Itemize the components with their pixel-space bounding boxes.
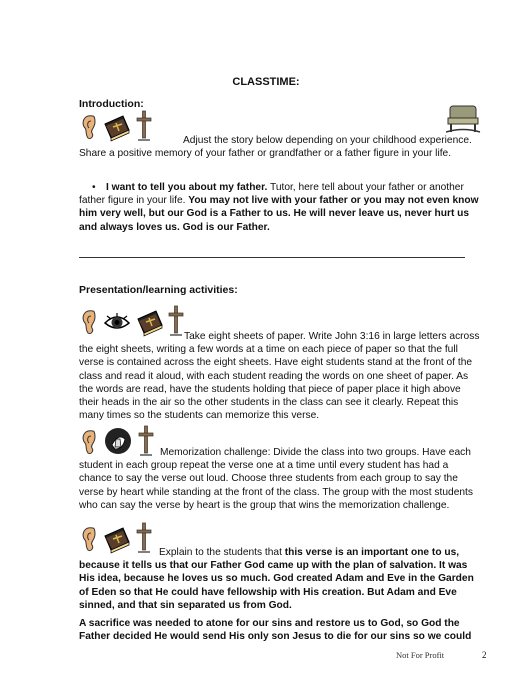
presentation-paragraph-4 [79, 617, 481, 643]
presentation-paragraph-3 [79, 546, 481, 612]
page-number: 2 [482, 650, 487, 660]
divider-line [79, 257, 465, 258]
p4-bold-text: A sacrifice was needed to atone for our sins and restore us to God, so God the Father decided He would send His only son Jesus to die for our sins so we could [79, 618, 472, 643]
intro-paragraph: Adjust the story below depending on your childhood experience. Share a positive memory of your father or grandfather or a father figure in your life. [79, 135, 472, 160]
presentation-paragraph-1: Take eight sheets of paper. Write John 3:16 in large letters across the eight sheets, writing a few words at a time on each piece of paper so that the full verse is contained across the eight sheets. Have eight students stand at the front of the class and read it aloud, with each student reading the words on one sheet of paper. As the words are read, have the students holding that piece of paper place it high above their heads in the air so the other students in the class can see it clearly. Repeat this many times so the students can memorize this verse. [79, 331, 480, 422]
bullet-bold-lead: I want to tell you about my father. [106, 182, 268, 193]
presentation-heading: Presentation/learning activities: [79, 284, 238, 296]
bullet-normal-text: Tutor, here tell about your father or another father figure in your life. [79, 182, 464, 207]
presentation-paragraph-2: Memorization challenge: Divide the class into two groups. Have each student in each group repeat the verse one at a time until every student has had a chance to say the verse out loud. Choose three students from each group to say the verse by heart while standing at the front of the class. The group with the most students who can say the verse by heart is the group that wins the memorization challenge. [79, 447, 473, 511]
bullet-dot: • [92, 182, 96, 193]
chair-icon [446, 103, 482, 133]
intro-heading: Introduction: [79, 98, 144, 110]
p3-bold-text: this verse is an important one to us, because it tells us that our Father God came up with the plan of salvation. It was His idea, because he loves us so much. God created Adam and Eve in the Garden of Eden so that He could have fellowship with His creation. But Adam and Eve sinned, and that sin separated us from God. [79, 547, 474, 611]
p3-normal-text: Explain to the students that [159, 547, 285, 558]
bullet-bold-text: You may not live with your father or you may not even know him very well, but our God is a Father to us. He will never leave us, never hurt us and always loves us. God is our Father. [79, 195, 479, 233]
intro-bullet [79, 181, 481, 234]
page-title: CLASSTIME: [232, 76, 300, 88]
footer-text: Not For Profit [396, 650, 445, 660]
